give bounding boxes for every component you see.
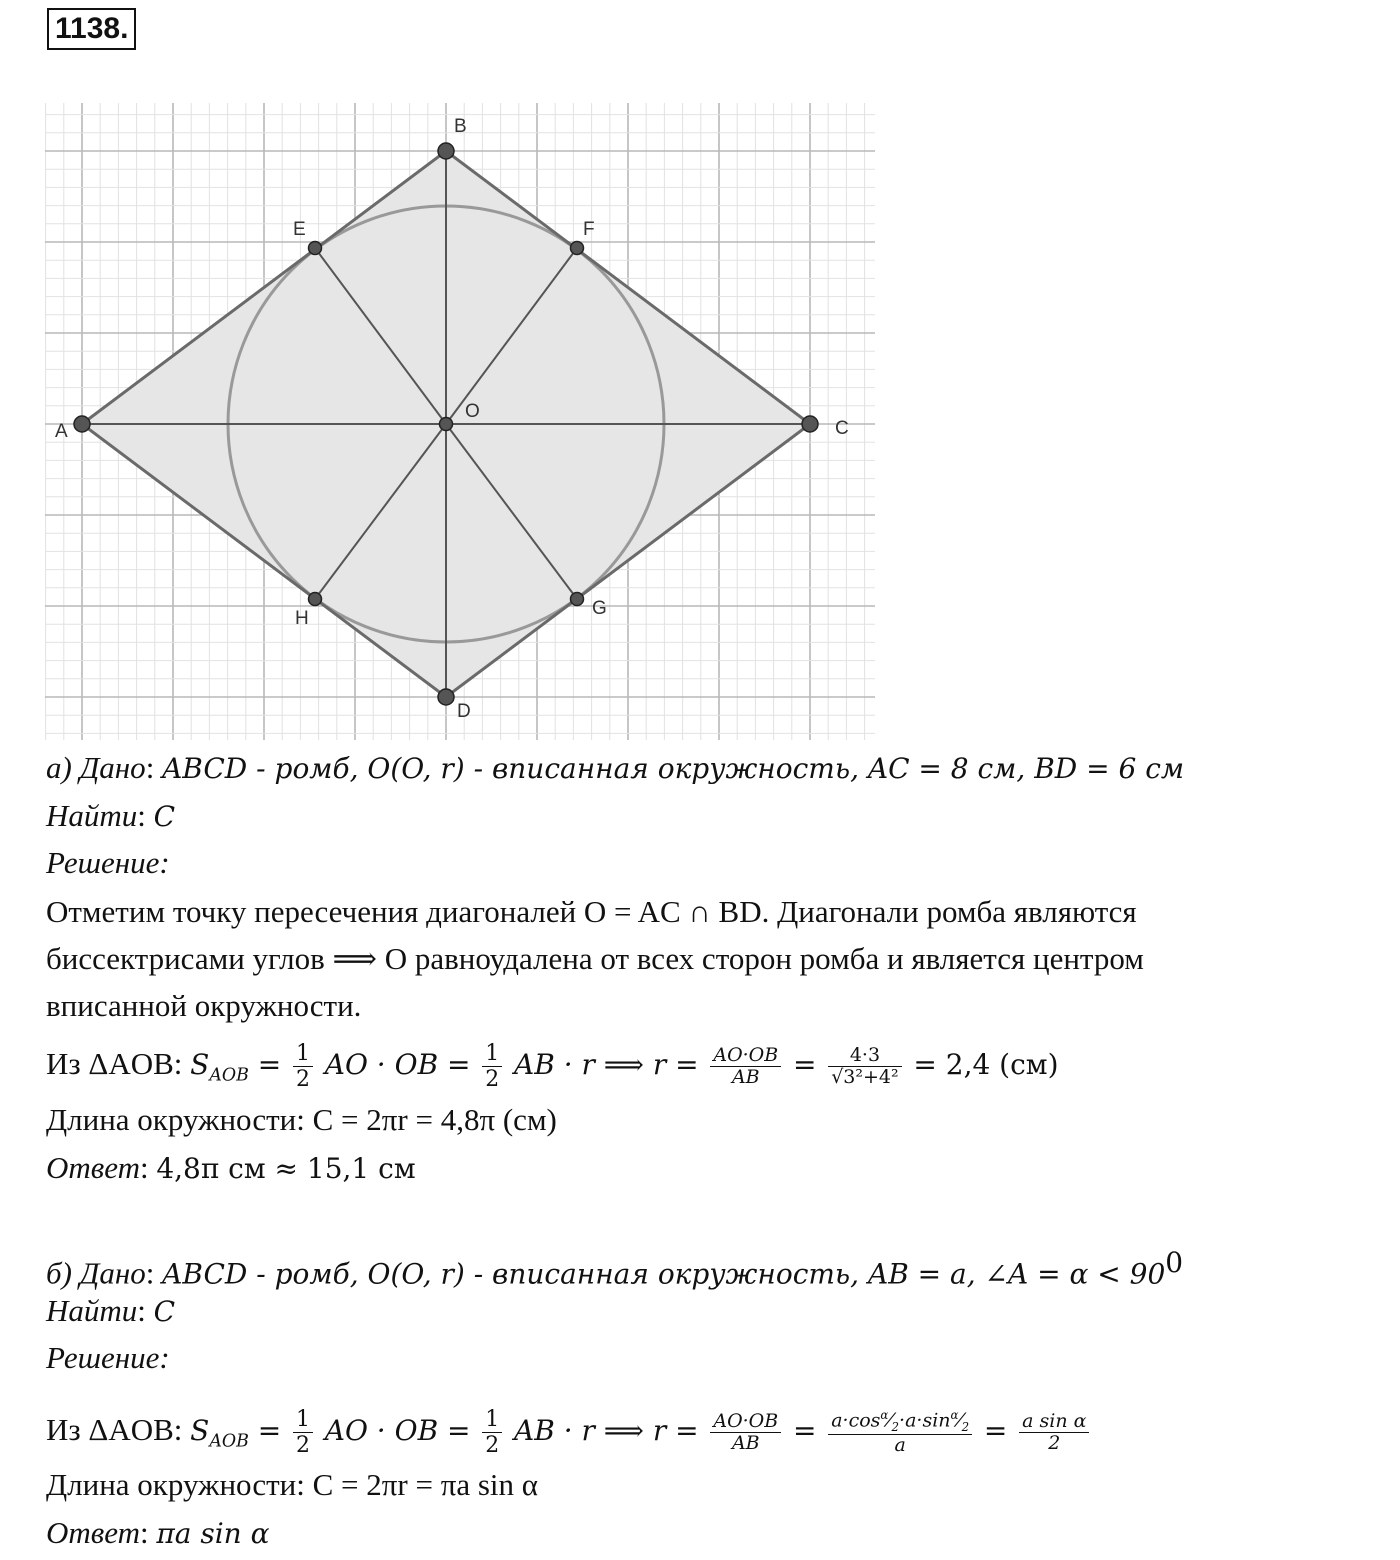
part-a-formula-s: $S_{AOB}$ = (190, 1048, 282, 1086)
label-c: C (835, 418, 849, 439)
part-a-line3: вписанной окружности. (46, 988, 362, 1023)
part-b-formula (46, 1400, 1093, 1472)
part-a-answer-label: Ответ (46, 1150, 140, 1185)
point-d (438, 689, 454, 705)
part-a-solution-label: Решение: (46, 845, 170, 880)
equals-sign: = (792, 1048, 817, 1081)
half-fraction-1: $\frac{1}{2}$ (293, 1041, 313, 1093)
point-c (802, 416, 818, 432)
part-b-circumference: Длина окружности: C = 2πr = πa sin α (46, 1467, 539, 1502)
fraction-numeric: $\frac{4\cdot 3}{\text{√3²+4²}}$ (828, 1045, 901, 1090)
part-b-find-text: C (153, 1295, 176, 1328)
part-a-answer-text: 4,8π см ≈ 15,1 см (156, 1152, 416, 1185)
half-fraction-3: $\frac{1}{2}$ (293, 1407, 313, 1459)
part-a-find-text: C (153, 800, 176, 833)
label-a: A (55, 421, 68, 442)
part-a-answer: Ответ: 4,8π см ≈ 15,1 см (46, 1150, 416, 1185)
fraction-ao-ob-ab: $\frac{AO\cdot OB}{AB}$ (710, 1045, 781, 1090)
part-b-formula-aoob: AO · OB = (324, 1414, 471, 1447)
part-b-answer-text: πa sin α (156, 1517, 270, 1550)
part-a-formula-result: = 2,4 (см) (913, 1048, 1059, 1081)
part-a-formula (46, 1034, 1059, 1106)
part-a-given-label: а) Дано (46, 750, 146, 785)
part-b-answer: Ответ: πa sin α (46, 1515, 270, 1550)
label-d: D (457, 701, 471, 722)
rhombus-inscribed-circle-figure (45, 95, 875, 745)
label-b: B (454, 116, 467, 137)
part-b-given: б) Дано: ABCD - ромб, O(O, r) - вписанная окружность, AB = a, ∠A = $\alpha < 90^0$ (46, 1246, 1184, 1291)
label-e: E (293, 219, 306, 240)
label-o: O (465, 401, 480, 422)
part-a-formula-abr: AB · r ⟹ r = (514, 1048, 699, 1081)
part-b-find: Найти: C (46, 1293, 176, 1328)
part-a-line2: биссектрисами углов ⟹ O равноудалена от всех сторон ромба и является центром (46, 941, 1144, 976)
part-b-formula-abr: AB · r ⟹ r = (514, 1414, 699, 1447)
part-a-given-text: ABCD - ромб, O(O, r) - вписанная окружность, AC = 8 см, BD = 6 см (162, 752, 1185, 785)
half-fraction-2: $\frac{1}{2}$ (482, 1041, 502, 1093)
part-a-line1: Отметим точку пересечения диагоналей O = AC ∩ BD. Диагонали ромба являются (46, 894, 1137, 929)
fraction-result: $\frac{\text{a sin α}}{2}$ (1019, 1411, 1089, 1456)
part-a-find-label: Найти (46, 798, 138, 833)
fraction-ao-ob-ab-b: $\frac{AO\cdot OB}{AB}$ (710, 1411, 781, 1456)
part-b-given-text: ABCD - ромб, O(O, r) - вписанная окружность, AB = a, ∠A = α < 90 (162, 1257, 1166, 1291)
point-a (74, 416, 90, 432)
problem-number: 1138. (47, 8, 136, 50)
point-g (571, 593, 584, 606)
part-b-solution-text: Решение (46, 1340, 160, 1375)
point-b (438, 143, 454, 159)
part-a-given: а) Дано: ABCD - ромб, O(O, r) - вписанная окружность, AC = 8 см, BD = 6 см (46, 750, 1185, 785)
part-a-circumference: Длина окружности: C = 2πr = 4,8π (см) (46, 1102, 557, 1137)
part-b-answer-label: Ответ (46, 1515, 140, 1550)
label-g: G (592, 598, 607, 619)
part-b-formula-s: $S_{AOB}$ = (190, 1414, 282, 1452)
point-h (309, 593, 322, 606)
part-a-formula-prefix: Из ΔAOB: (46, 1046, 183, 1081)
part-b-given-label: б) Дано (46, 1255, 146, 1291)
label-f: F (583, 219, 595, 240)
fraction-trig: $\frac{a\cdot\cos^\alpha⁄_2\cdot a\cdot\sin^\alpha⁄_2}{a}$ (828, 1409, 972, 1458)
part-b-formula-prefix: Из ΔAOB: (46, 1412, 183, 1447)
equals-sign-b2: = (983, 1414, 1008, 1447)
point-e (309, 242, 322, 255)
part-b-find-label: Найти (46, 1293, 138, 1328)
equals-sign-b1: = (792, 1414, 817, 1447)
part-b-solution-label: Решение: (46, 1340, 170, 1375)
point-o (440, 418, 453, 431)
part-b-given-sup: 0 (1165, 1246, 1184, 1279)
half-fraction-4: $\frac{1}{2}$ (482, 1407, 502, 1459)
part-a-formula-aoob: AO · OB = (324, 1048, 471, 1081)
part-a-find: Найти: C (46, 798, 176, 833)
point-f (571, 242, 584, 255)
part-a-solution-text: Решение (46, 845, 160, 880)
label-h: H (295, 608, 309, 629)
